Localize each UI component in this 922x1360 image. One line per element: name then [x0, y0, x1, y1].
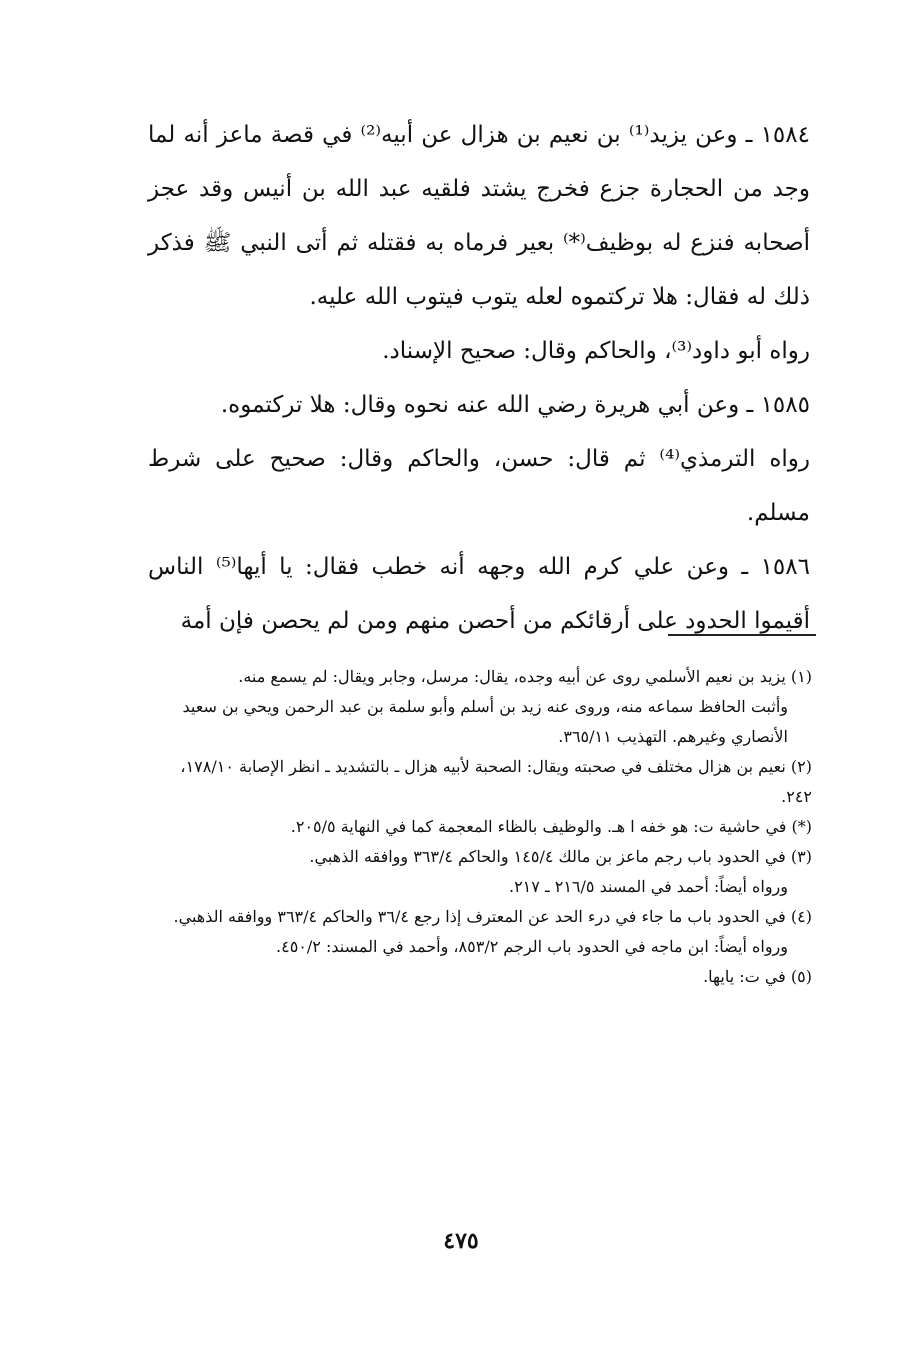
footnote-4-continued: ورواه أيضاً: ابن ماجه في الحدود باب الرجم ٨٥٣/٢، وأحمد في المسند: ٤٥٠/٢.	[276, 937, 788, 956]
footnote-star: (*) في حاشية ت: هو خفه ا هـ. والوظيف بالظاء المعجمة كما في النهاية ٢٠٥/٥.	[290, 817, 812, 836]
main-text	[148, 108, 810, 648]
hadith-1585-narration: رواه الترمذي⁽⁴⁾ ثم قال: حسن، والحاكم وقال: صحيح على شرط مسلم.	[148, 446, 810, 526]
hadith-1586: ١٥٨٦ ـ وعن علي كرم الله وجهه أنه خطب فقال: يا أيها⁽⁵⁾ الناس أقيموا الحدود على أرقائكم من أحصن منهم ومن لم يحصن فإن أمة	[148, 554, 810, 634]
footnote-2: (٢) نعيم بن هزال مختلف في صحبته ويقال: الصحبة لأبيه هزال ـ بالتشديد ـ انظر الإصابة ١٧٨/١٠، ٢٤٢.	[180, 757, 812, 806]
hadith-1584: ١٥٨٤ ـ وعن يزيد⁽¹⁾ بن نعيم بن هزال عن أبيه⁽²⁾ في قصة ماعز أنه لما وجد من الحجارة جزع فخرج يشتد فلقيه عبد الله بن أنيس وقد عجز أصحابه فنزع له بوظيف⁽*⁾ بعير فرماه به فقتله ثم أتى النبي ﷺ فذكر ذلك له فقال: هلا تركتموه لعله يتوب فيتوب الله عليه.	[148, 122, 810, 310]
footnote-1-continued: وأثبت الحافظ سماعه منه، وروى عنه زيد بن أسلم وأبو سلمة بن عبد الرحمن ويحي بن سعيد الأنصاري وغيرهم. التهذيب ٣٦٥/١١.	[182, 697, 788, 746]
footnote-1: (١) يزيد بن نعيم الأسلمي روى عن أبيه وجده، يقال: مرسل، وجابر ويقال: لم يسمع منه.	[238, 667, 812, 686]
footnote-5: (٥) في ت: يايها.	[703, 967, 812, 986]
footnotes	[148, 662, 812, 992]
footnote-separator	[668, 634, 816, 636]
footnote-3: (٣) في الحدود باب رجم ماعز بن مالك ١٤٥/٤ والحاكم ٣٦٣/٤ ووافقه الذهبي.	[309, 847, 812, 866]
footnote-3-continued: ورواه أيضاً: أحمد في المسند ٢١٦/٥ ـ ٢١٧.	[508, 877, 788, 896]
page-number: ٤٧٥	[443, 1228, 479, 1254]
footnote-4: (٤) في الحدود باب ما جاء في درء الحد عن المعترف إذا رجع ٣٦/٤ والحاكم ٣٦٣/٤ ووافقه الذهبي.	[173, 907, 812, 926]
hadith-1585: ١٥٨٥ ـ وعن أبي هريرة رضي الله عنه نحوه وقال: هلا تركتموه.	[220, 392, 810, 418]
hadith-1584-narration: رواه أبو داود⁽³⁾، والحاكم وقال: صحيح الإسناد.	[382, 338, 810, 364]
